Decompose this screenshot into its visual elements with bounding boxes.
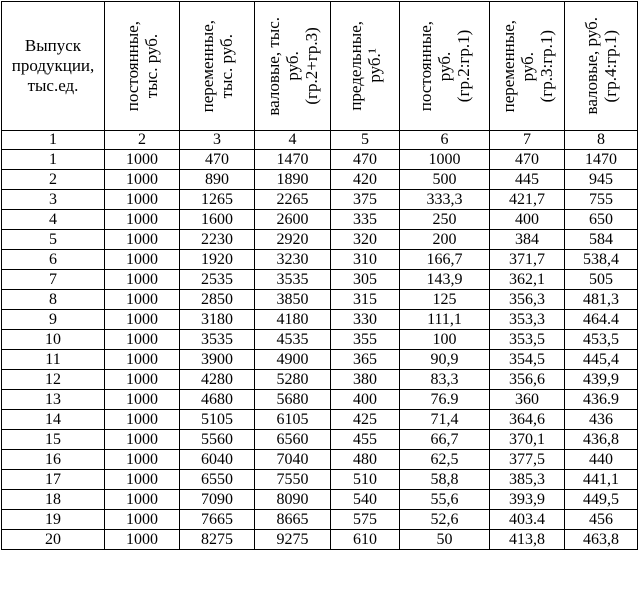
table-cell: 17 (2, 470, 105, 490)
header-col-5 (331, 2, 400, 131)
table-cell: 1000 (105, 270, 180, 290)
table-cell: 380 (331, 370, 400, 390)
table-cell: 441,1 (565, 470, 638, 490)
table-cell: 3180 (180, 310, 255, 330)
table-cell: 19 (2, 510, 105, 530)
table-cell: 4535 (255, 330, 331, 350)
table-cell: 1265 (180, 190, 255, 210)
table-row (2, 210, 638, 230)
table-cell: 355 (331, 330, 400, 350)
table-cell: 90,9 (400, 350, 490, 370)
table-cell: 510 (331, 470, 400, 490)
table-cell: 5105 (180, 410, 255, 430)
column-number: 3 (180, 131, 255, 150)
table-cell: 6550 (180, 470, 255, 490)
table-row (2, 250, 638, 270)
header-col-2 (105, 2, 180, 131)
column-number: 1 (2, 131, 105, 150)
table-row (2, 170, 638, 190)
table-cell: 464.4 (565, 310, 638, 330)
table-cell: 445,4 (565, 350, 638, 370)
table-cell: 470 (180, 150, 255, 170)
table-cell: 9 (2, 310, 105, 330)
table-cell: 7090 (180, 490, 255, 510)
table-cell: 354,5 (490, 350, 565, 370)
table-row (2, 190, 638, 210)
table-cell: 1000 (105, 330, 180, 350)
table-cell: 360 (490, 390, 565, 410)
table-cell: 250 (400, 210, 490, 230)
table-cell: 2535 (180, 270, 255, 290)
table-cell: 575 (331, 510, 400, 530)
table-cell: 403.4 (490, 510, 565, 530)
table-cell: 2600 (255, 210, 331, 230)
table-cell: 755 (565, 190, 638, 210)
table-cell: 375 (331, 190, 400, 210)
table-cell: 445 (490, 170, 565, 190)
table-cell: 20 (2, 530, 105, 550)
table-cell: 8275 (180, 530, 255, 550)
table-cell: 1000 (105, 290, 180, 310)
table-cell: 400 (490, 210, 565, 230)
table-cell: 370,1 (490, 430, 565, 450)
table-cell: 4 (2, 210, 105, 230)
table-cell: 8 (2, 290, 105, 310)
column-number: 5 (331, 131, 400, 150)
table-cell: 420 (331, 170, 400, 190)
table-cell: 500 (400, 170, 490, 190)
table-cell: 83,3 (400, 370, 490, 390)
table-cell: 436 (565, 410, 638, 430)
table-cell: 356,6 (490, 370, 565, 390)
table-body (2, 131, 638, 550)
table-cell: 453,5 (565, 330, 638, 350)
table-cell: 3535 (180, 330, 255, 350)
table-cell: 7040 (255, 450, 331, 470)
table-cell: 7550 (255, 470, 331, 490)
table-row (2, 510, 638, 530)
column-number: 7 (490, 131, 565, 150)
table-cell: 1600 (180, 210, 255, 230)
table-cell: 4900 (255, 350, 331, 370)
table-cell: 100 (400, 330, 490, 350)
table-cell: 7 (2, 270, 105, 290)
table-cell: 4680 (180, 390, 255, 410)
table-cell: 449,5 (565, 490, 638, 510)
table-cell: 890 (180, 170, 255, 190)
table-cell: 76.9 (400, 390, 490, 410)
table-cell: 125 (400, 290, 490, 310)
table-cell: 5560 (180, 430, 255, 450)
table-row (2, 490, 638, 510)
table-cell: 1000 (105, 530, 180, 550)
table-cell: 1000 (105, 170, 180, 190)
column-number-row (2, 131, 638, 150)
table-cell: 335 (331, 210, 400, 230)
table-cell: 1000 (105, 450, 180, 470)
table-cell: 143,9 (400, 270, 490, 290)
table-cell: 463,8 (565, 530, 638, 550)
table-cell: 364,6 (490, 410, 565, 430)
table-cell: 8090 (255, 490, 331, 510)
table-row (2, 290, 638, 310)
table-cell: 62,5 (400, 450, 490, 470)
column-number: 6 (400, 131, 490, 150)
header-gross-avg-label: валовые, руб. (гр.4:гр.1) (582, 17, 620, 115)
table-cell: 945 (565, 170, 638, 190)
table-cell: 1000 (105, 150, 180, 170)
table-cell: 5 (2, 230, 105, 250)
table-cell: 1470 (255, 150, 331, 170)
header-col-7 (490, 2, 565, 131)
table-cell: 353,3 (490, 310, 565, 330)
table-cell: 365 (331, 350, 400, 370)
table-cell: 6040 (180, 450, 255, 470)
table-row (2, 350, 638, 370)
header-col-3 (180, 2, 255, 131)
table-cell: 2850 (180, 290, 255, 310)
table-cell: 538,4 (565, 250, 638, 270)
table-cell: 371,7 (490, 250, 565, 270)
table-cell: 16 (2, 450, 105, 470)
table-cell: 584 (565, 230, 638, 250)
table-cell: 1000 (105, 490, 180, 510)
table-cell: 1470 (565, 150, 638, 170)
table-row (2, 230, 638, 250)
header-variable-thousand-label: переменные, тыс. руб. (198, 19, 236, 113)
table-cell: 1000 (105, 470, 180, 490)
column-number: 8 (565, 131, 638, 150)
header-col-8 (565, 2, 638, 131)
table-cell: 425 (331, 410, 400, 430)
table-row (2, 430, 638, 450)
table-cell: 66,7 (400, 430, 490, 450)
table-row (2, 310, 638, 330)
table-row (2, 470, 638, 490)
table-cell: 393,9 (490, 490, 565, 510)
table-cell: 315 (331, 290, 400, 310)
table-cell: 2 (2, 170, 105, 190)
table-cell: 305 (331, 270, 400, 290)
table-cell: 481,3 (565, 290, 638, 310)
table-cell: 6560 (255, 430, 331, 450)
table-row (2, 450, 638, 470)
table-cell: 436.9 (565, 390, 638, 410)
table-row (2, 270, 638, 290)
header-gross-thousand-label: валовые, тыс. руб. (гр.2+гр.3) (264, 16, 321, 116)
table-row (2, 150, 638, 170)
header-fixed-thousand-label: постоянные, тыс. руб. (123, 20, 161, 112)
table-cell: 1000 (400, 150, 490, 170)
table-cell: 2230 (180, 230, 255, 250)
table-cell: 5280 (255, 370, 331, 390)
table-cell: 1 (2, 150, 105, 170)
table-cell: 3900 (180, 350, 255, 370)
table-row (2, 390, 638, 410)
cost-table (1, 1, 638, 550)
header-col-4 (255, 2, 331, 131)
table-cell: 1000 (105, 390, 180, 410)
table-cell: 356,3 (490, 290, 565, 310)
table-cell: 400 (331, 390, 400, 410)
header-row (2, 2, 638, 131)
table-cell: 421,7 (490, 190, 565, 210)
table-cell: 6105 (255, 410, 331, 430)
header-col-6 (400, 2, 490, 131)
header-marginal-label: предельные, руб.¹ (346, 21, 384, 111)
table-cell: 413,8 (490, 530, 565, 550)
table-row (2, 330, 638, 350)
table-cell: 470 (331, 150, 400, 170)
table-cell: 505 (565, 270, 638, 290)
table-cell: 8665 (255, 510, 331, 530)
table-cell: 1890 (255, 170, 331, 190)
table-cell: 1920 (180, 250, 255, 270)
table-cell: 353,5 (490, 330, 565, 350)
table-cell: 1000 (105, 190, 180, 210)
table-cell: 9275 (255, 530, 331, 550)
table-cell: 50 (400, 530, 490, 550)
table-cell: 1000 (105, 430, 180, 450)
table-cell: 14 (2, 410, 105, 430)
column-number: 4 (255, 131, 331, 150)
table-cell: 10 (2, 330, 105, 350)
table-cell: 310 (331, 250, 400, 270)
table-cell: 111,1 (400, 310, 490, 330)
table-cell: 11 (2, 350, 105, 370)
table-cell: 439,9 (565, 370, 638, 390)
table-cell: 455 (331, 430, 400, 450)
table-cell: 2265 (255, 190, 331, 210)
table-cell: 3230 (255, 250, 331, 270)
table-cell: 1000 (105, 510, 180, 530)
table-cell: 1000 (105, 370, 180, 390)
table-cell: 1000 (105, 410, 180, 430)
table-cell: 470 (490, 150, 565, 170)
header-fixed-avg-label: постоянные, руб. (гр.2:гр.1) (416, 20, 473, 112)
table-cell: 15 (2, 430, 105, 450)
table-cell: 58,8 (400, 470, 490, 490)
column-number: 2 (105, 131, 180, 150)
table-cell: 166,7 (400, 250, 490, 270)
table-row (2, 370, 638, 390)
table-cell: 1000 (105, 310, 180, 330)
table-cell: 3 (2, 190, 105, 210)
table-cell: 1000 (105, 210, 180, 230)
table-cell: 330 (331, 310, 400, 330)
table-cell: 3850 (255, 290, 331, 310)
table-cell: 650 (565, 210, 638, 230)
table-cell: 540 (331, 490, 400, 510)
table-row (2, 410, 638, 430)
table-cell: 12 (2, 370, 105, 390)
table-cell: 18 (2, 490, 105, 510)
table-cell: 1000 (105, 250, 180, 270)
header-output-volume: Выпуск продукции, тыс.ед. (2, 2, 105, 131)
table-cell: 200 (400, 230, 490, 250)
table-cell: 13 (2, 390, 105, 410)
table-row (2, 530, 638, 550)
table-cell: 436,8 (565, 430, 638, 450)
table-cell: 7665 (180, 510, 255, 530)
table-cell: 71,4 (400, 410, 490, 430)
table-cell: 55,6 (400, 490, 490, 510)
table-cell: 320 (331, 230, 400, 250)
table-cell: 377,5 (490, 450, 565, 470)
table-cell: 456 (565, 510, 638, 530)
table-cell: 333,3 (400, 190, 490, 210)
table-cell: 3535 (255, 270, 331, 290)
table-cell: 440 (565, 450, 638, 470)
table-cell: 2920 (255, 230, 331, 250)
table-cell: 1000 (105, 230, 180, 250)
table-cell: 5680 (255, 390, 331, 410)
table-cell: 1000 (105, 350, 180, 370)
table-cell: 52,6 (400, 510, 490, 530)
table-cell: 362,1 (490, 270, 565, 290)
table-cell: 4280 (180, 370, 255, 390)
table-cell: 480 (331, 450, 400, 470)
table-cell: 6 (2, 250, 105, 270)
table-cell: 384 (490, 230, 565, 250)
table-cell: 610 (331, 530, 400, 550)
table-cell: 4180 (255, 310, 331, 330)
table-cell: 385,3 (490, 470, 565, 490)
header-variable-avg-label: переменные, руб. (гр.3:гр.1) (498, 19, 556, 113)
